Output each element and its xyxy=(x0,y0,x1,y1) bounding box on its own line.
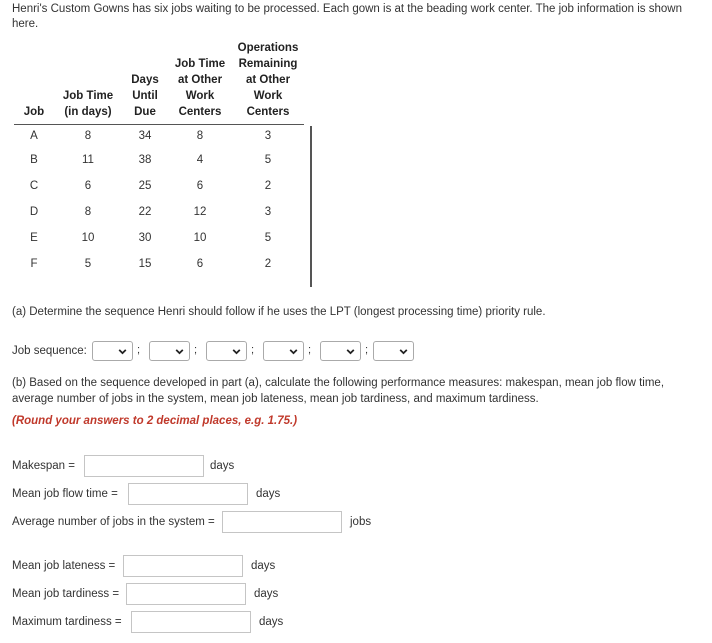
cell-operations: 5 xyxy=(264,154,272,166)
col-header-operations-remaining: Operations Remaining at Other Work Centers xyxy=(232,40,304,125)
sequence-separator: ; xyxy=(365,344,369,356)
job-sequence-label: Job sequence: xyxy=(12,345,87,357)
cell-other-time: 4 xyxy=(196,154,204,166)
table-right-border xyxy=(310,126,312,287)
avg-jobs-label: Average number of jobs in the system = xyxy=(12,516,215,528)
cell-other-time: 12 xyxy=(193,206,207,218)
cell-job-time: 5 xyxy=(84,258,92,270)
tardiness-unit: days xyxy=(254,588,279,600)
cell-job: F xyxy=(30,258,38,270)
cell-job: A xyxy=(30,130,38,142)
col-header-job: Job xyxy=(14,40,54,125)
makespan-input[interactable] xyxy=(84,455,204,477)
cell-job: D xyxy=(29,206,39,218)
cell-job-time: 8 xyxy=(84,130,92,142)
cell-other-time: 8 xyxy=(196,130,204,142)
cell-days-due: 34 xyxy=(138,130,152,142)
cell-days-due: 15 xyxy=(138,258,152,270)
cell-days-due: 30 xyxy=(138,232,152,244)
sequence-select-6[interactable] xyxy=(373,341,414,361)
cell-operations: 2 xyxy=(264,258,272,270)
chevron-down-icon xyxy=(117,346,128,357)
job-info-table xyxy=(14,40,304,277)
sequence-select-5[interactable] xyxy=(320,341,361,361)
sequence-select-2[interactable] xyxy=(149,341,190,361)
cell-days-due: 38 xyxy=(138,154,152,166)
chevron-down-icon xyxy=(288,346,299,357)
cell-job: E xyxy=(30,232,38,244)
part-a-question: (a) Determine the sequence Henri should follow if he uses the LPT (longest processing time) priority rule. xyxy=(12,306,546,318)
table-row xyxy=(14,125,304,148)
sequence-separator: ; xyxy=(251,344,255,356)
cell-other-time: 6 xyxy=(196,180,204,192)
table-row xyxy=(14,251,304,277)
chevron-down-icon xyxy=(174,346,185,357)
cell-operations: 3 xyxy=(264,206,272,218)
table-row xyxy=(14,199,304,225)
cell-other-time: 6 xyxy=(196,258,204,270)
rounding-note: (Round your answers to 2 decimal places, e.g. 1.75.) xyxy=(12,415,298,427)
flow-time-input[interactable] xyxy=(128,483,248,505)
table-row xyxy=(14,225,304,251)
cell-operations: 5 xyxy=(264,232,272,244)
chevron-down-icon xyxy=(398,346,409,357)
cell-job-time: 6 xyxy=(84,180,92,192)
cell-days-due: 22 xyxy=(138,206,152,218)
makespan-label: Makespan = xyxy=(12,460,75,472)
avg-jobs-input[interactable] xyxy=(222,511,342,533)
col-header-days-until-due: Days Until Due xyxy=(122,40,168,125)
flow-time-unit: days xyxy=(256,488,281,500)
cell-other-time: 10 xyxy=(193,232,207,244)
cell-days-due: 25 xyxy=(138,180,152,192)
lateness-unit: days xyxy=(251,560,276,572)
sequence-select-1[interactable] xyxy=(92,341,133,361)
lateness-label: Mean job lateness = xyxy=(12,560,116,572)
cell-operations: 2 xyxy=(264,180,272,192)
max-tardiness-unit: days xyxy=(259,616,284,628)
avg-jobs-unit: jobs xyxy=(350,516,372,528)
cell-job: B xyxy=(30,154,38,166)
max-tardiness-label: Maximum tardiness = xyxy=(12,616,122,628)
makespan-unit: days xyxy=(210,460,235,472)
col-header-job-time-other: Job Time at Other Work Centers xyxy=(168,40,232,125)
sequence-select-4[interactable] xyxy=(263,341,304,361)
part-b-question: (b) Based on the sequence developed in part (a), calculate the following performance measures: makespan, mean job flow time, average number of jobs in the system, mean job lateness, mean job tardiness, and maximum tardiness. xyxy=(12,377,665,405)
sequence-separator: ; xyxy=(194,344,198,356)
chevron-down-icon xyxy=(345,346,356,357)
flow-time-label: Mean job flow time = xyxy=(12,488,118,500)
tardiness-label: Mean job tardiness = xyxy=(12,588,120,600)
cell-operations: 3 xyxy=(264,130,272,142)
cell-job-time: 8 xyxy=(84,206,92,218)
lateness-input[interactable] xyxy=(123,555,243,577)
chevron-down-icon xyxy=(231,346,242,357)
sequence-separator: ; xyxy=(137,344,141,356)
tardiness-input[interactable] xyxy=(126,583,246,605)
problem-intro: Henri's Custom Gowns has six jobs waiting to be processed. Each gown is at the beading work center. The job information is shown here. xyxy=(12,3,682,30)
cell-job: C xyxy=(29,180,39,192)
col-header-job-time: Job Time (in days) xyxy=(54,40,122,125)
cell-job-time: 11 xyxy=(82,154,94,166)
max-tardiness-input[interactable] xyxy=(131,611,251,633)
sequence-select-3[interactable] xyxy=(206,341,247,361)
table-row xyxy=(14,173,304,199)
table-row xyxy=(14,147,304,173)
sequence-separator: ; xyxy=(308,344,312,356)
cell-job-time: 10 xyxy=(81,232,95,244)
